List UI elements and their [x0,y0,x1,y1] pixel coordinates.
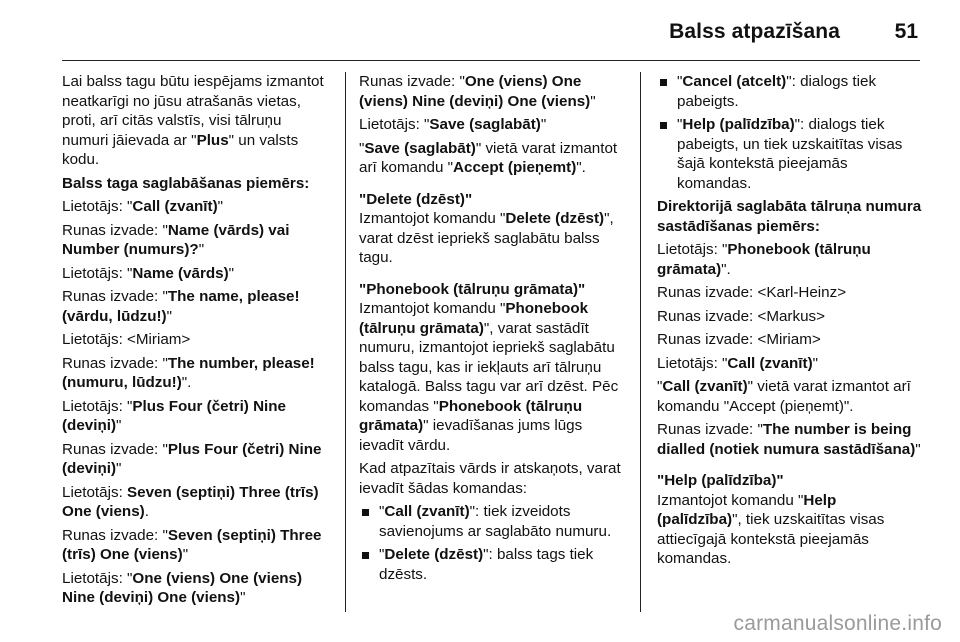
section-heading-phonebook: "Phonebook (tālruņu grāmata)" [359,280,586,298]
dialog-list [62,197,332,608]
bullet-square-icon [660,79,667,86]
example-heading-directory: Direktorijā saglabāta tālruņa numura sastādīšanas piemērs: [657,198,922,235]
dialog-line: Runas izvade: "Name (vārds) vai Number (numurs)?" [62,221,290,258]
dialog-line: Lietotājs: <Miriam> [62,331,191,348]
dialog-line: Runas izvade: <Markus> [657,307,825,325]
dialog-line: Runas izvade: "Seven (septiņi) Three (trīs) One (viens)" [62,526,322,563]
dialog-line: Lietotājs: "Save (saglabāt)" [359,116,547,133]
dialog-line: Lietotājs: "Call (zvanīt)" [62,198,224,215]
watermark-text: carmanualsonline.info [733,612,942,635]
page-header [0,0,960,56]
bullet-square-icon [660,122,667,129]
column-1 [62,72,332,612]
dialog-line: Lietotājs: "Plus Four (četri) Nine (deviņi)" [62,397,286,434]
dialog-line: Lietotājs: "Phonebook (tālruņu grāmata)". [657,241,871,278]
column-2 [359,72,627,588]
dialog-line: Lietotājs: "One (viens) One (viens) Nine (deviņi) One (viens)" [62,569,303,606]
page-number: 51 [894,20,918,43]
section-heading-help: "Help (palīdzība)" [657,472,784,489]
delete-description: Izmantojot komandu "Delete (dzēst)", varat dzēst iepriekš saglabātu balss tagu. [359,210,614,266]
dialog-line: Runas izvade: "The number, please! (numuru, lūdzu!)". [62,354,315,391]
bullet-item: "Cancel (atcelt)": dialogs tiek pabeigts. [657,72,923,111]
bullet-item: "Call (zvanīt)": tiek izveidots savienojums ar saglabāto numuru. [359,502,627,541]
dialog-line: Runas izvade: <Miriam> [657,331,821,348]
bullet-item: "Delete (dzēst)": balss tags tiek dzēsts. [359,545,627,584]
after-name-text: Kad atpazītais vārds ir atskaņots, varat ievadīt šādas komandas: [359,460,621,497]
dialog-line: Lietotājs: Seven (septiņi) Three (trīs) One (viens). [62,483,319,520]
header-divider [62,60,920,61]
section-heading-delete: "Delete (dzēst)" [359,190,473,208]
call-note: "Call (zvanīt)" vietā varat izmantot arī komandu "Accept (pieņemt)". [657,378,911,415]
page-title: Balss atpazīšana [669,20,840,43]
dialog-line: Lietotājs: "Call (zvanīt)" [657,354,819,372]
example-heading: Balss taga saglabāšanas piemērs: [62,174,310,192]
intro-paragraph: Lai balss tagu būtu iespējams izmantot neatkarīgi no jūsu atrašanās vietas, proti, arī citās valstīs, visi tālruņu numuri jāievada ar "Plus" un valsts kodu. [62,73,324,168]
dialog-line: Runas izvade: "The name, please! (vārdu, lūdzu!)" [62,288,300,325]
column-3 [657,72,923,573]
bullet-square-icon [362,509,369,516]
column-divider-2 [640,72,641,612]
column-divider-1 [345,72,346,612]
bullet-square-icon [362,552,369,559]
dialog-line: Runas izvade: <Karl-Heinz> [657,284,847,301]
phonebook-description: Izmantojot komandu "Phonebook (tālruņu grāmata)", varat sastādīt numuru, izmantojot iepriekš saglabātu balss tagu, kas ir iekļauts arī tālruņu katalogā. Balss tagu var arī dzēst. Pēc komandas "Phonebook (tālruņu grāmata)" ievadīšanas jums lūgs ievadīt vārdu. [359,300,619,454]
save-note: "Save (saglabāt)" vietā varat izmantot arī komandu "Accept (pieņemt)". [359,139,618,176]
dialog-line: Runas izvade: "One (viens) One (viens) Nine (deviņi) One (viens)" [359,73,596,110]
bullet-item: "Help (palīdzība)": dialogs tiek pabeigts, un tiek uzskaitītas visas šajā kontekstā pieejamās komandas. [657,115,923,193]
dialog-line: Runas izvade: "The number is being dialled (notiek numura sastādīšana)" [657,421,921,458]
dialog-line: Lietotājs: "Name (vārds)" [62,264,235,282]
help-description: Izmantojot komandu "Help (palīdzība)", tiek uzskaitītas visas attiecīgajā kontekstā pieejamās komandas. [657,491,885,567]
dialog-line: Runas izvade: "Plus Four (četri) Nine (deviņi)" [62,440,322,477]
